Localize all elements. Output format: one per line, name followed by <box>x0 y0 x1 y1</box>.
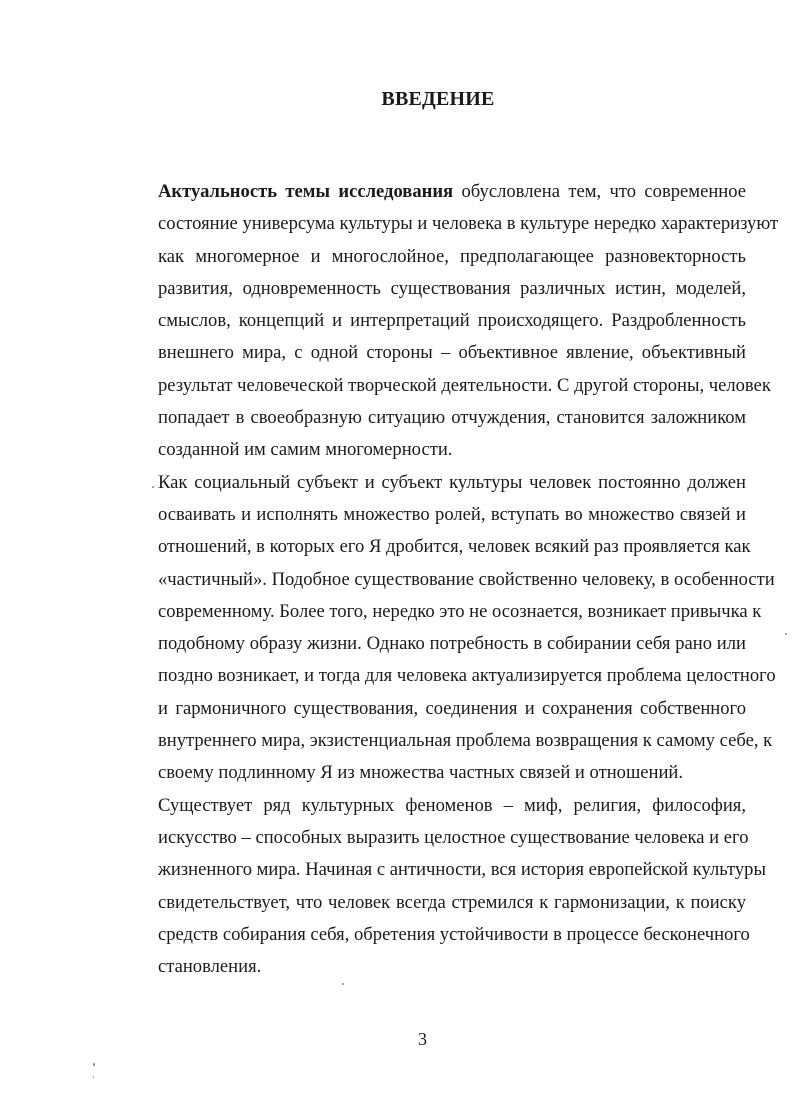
paragraph-line: Как социальный субъект и субъект культуры человек постоянно должен <box>158 471 746 493</box>
scan-speck <box>93 1076 94 1078</box>
scan-speck <box>93 1063 95 1066</box>
paragraph-line: своему подлинному Я из множества частных связей и отношений. <box>158 762 684 784</box>
lead-phrase: Актуальность темы исследования <box>158 181 454 202</box>
paragraph-line: развития, одновременность существования различных истин, моделей, <box>158 277 746 299</box>
line-text: обусловлена тем, что современное <box>453 181 747 202</box>
paragraph-line: отношений, в которых его Я дробится, человек всякий раз проявляется как <box>158 536 751 558</box>
paragraph-line: средств собирания себя, обретения устойчивости в процессе бесконечного <box>158 923 750 945</box>
paragraph-line: состояние универсума культуры и человека в культуре нередко характеризуют <box>158 213 779 235</box>
paragraph-line: свидетельствует, что человек всегда стремился к гармонизации, к поиску <box>158 891 746 913</box>
paragraph-line: подобному образу жизни. Однако потребность в собирании себя рано или <box>158 633 746 655</box>
paragraph-line: результат человеческой творческой деятельности. С другой стороны, человек <box>158 374 771 396</box>
paragraph-line: созданной им самим многомерности. <box>158 439 453 461</box>
paragraph-line: становления. <box>158 956 262 978</box>
paragraph-line: осваивать и исполнять множество ролей, вступать во множество связей и <box>158 503 746 525</box>
paragraph-social-subject <box>112 467 776 790</box>
paragraph-cultural-phenomena <box>112 790 766 984</box>
scan-speck <box>785 633 787 635</box>
paragraph-line: и гармоничного существования, соединения и сохранения собственного <box>158 697 746 719</box>
paragraph-line: искусство – способных выразить целостное существование человека и его <box>158 826 749 848</box>
page-title: ВВЕДЕНИЕ <box>381 88 495 110</box>
paragraph-line: попадает в своеобразную ситуацию отчуждения, становится заложником <box>158 407 746 429</box>
paragraph-line: поздно возникает, и тогда для человека актуализируется проблема целостного <box>158 665 776 687</box>
page-number: 3 <box>418 1029 427 1049</box>
body-text <box>112 176 779 983</box>
scan-speck <box>342 983 344 985</box>
paragraph-line: как многомерное и многослойное, предполагающее разновекторность <box>158 245 746 267</box>
paragraph-line: внутреннего мира, экзистенциальная проблема возвращения к самому себе, к <box>158 730 773 752</box>
paragraph-line: внешнего мира, с одной стороны – объективное явление, объективный <box>158 342 746 364</box>
paragraph-line: современному. Более того, нередко это не осознается, возникает привычка к <box>158 600 762 622</box>
paragraph-line: смыслов, концепций и интерпретаций происходящего. Раздробленность <box>158 310 746 332</box>
paragraph-line: жизненного мира. Начиная с античности, вся история европейской культуры <box>158 859 766 881</box>
paragraph-line <box>112 176 746 208</box>
paragraph-relevance <box>112 176 779 467</box>
scan-speck <box>152 486 154 488</box>
paragraph-line: «частичный». Подобное существование свойственно человеку, в особенности <box>158 568 775 590</box>
paragraph-line: Существует ряд культурных феноменов – миф, религия, философия, <box>158 794 746 816</box>
